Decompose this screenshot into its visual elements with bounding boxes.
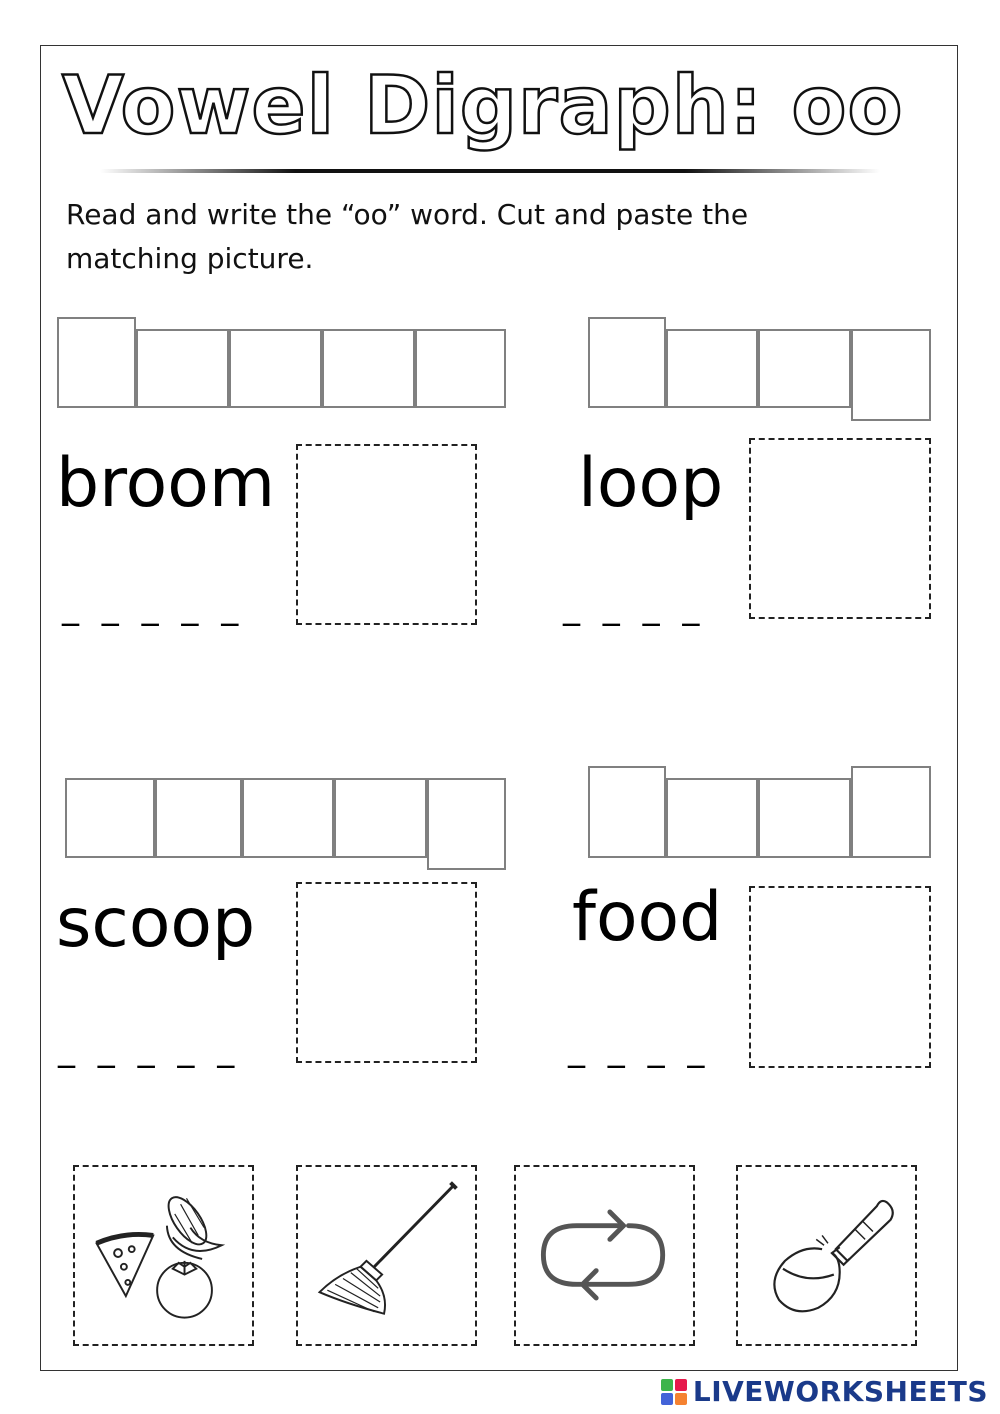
brand-text: LIVEWORKSHEETS	[692, 1375, 988, 1408]
word-loop: loop	[578, 444, 724, 523]
liveworksheets-logo-icon	[661, 1379, 687, 1405]
letter-box[interactable]	[666, 778, 758, 858]
letter-box[interactable]	[427, 778, 506, 870]
word-food: food	[572, 878, 723, 957]
letter-box[interactable]	[666, 329, 758, 408]
letter-box[interactable]	[155, 778, 242, 858]
picture-card-food[interactable]	[73, 1165, 254, 1346]
paste-box-broom[interactable]	[296, 444, 477, 625]
word-broom: broom	[56, 444, 276, 523]
write-blanks-food[interactable]: _ _ _ _	[568, 1029, 711, 1069]
letter-box[interactable]	[136, 329, 229, 408]
worksheet-title: Vowel Digraph: oo	[62, 59, 904, 152]
letter-box[interactable]	[415, 329, 506, 408]
write-blanks-scoop[interactable]: _ _ _ _ _	[58, 1029, 241, 1069]
loop-icon	[516, 1167, 693, 1344]
letter-box[interactable]	[851, 329, 931, 421]
picture-card-broom[interactable]	[296, 1165, 477, 1346]
letter-box[interactable]	[322, 329, 415, 408]
write-blanks-loop[interactable]: _ _ _ _	[563, 587, 706, 627]
food-icon	[75, 1167, 252, 1344]
letter-box[interactable]	[334, 778, 427, 858]
paste-box-food[interactable]	[749, 886, 931, 1068]
liveworksheets-brand	[661, 1375, 988, 1408]
paste-box-loop[interactable]	[749, 438, 931, 619]
word-scoop: scoop	[56, 884, 256, 963]
write-blanks-broom[interactable]: _ _ _ _ _	[62, 587, 245, 627]
letter-box[interactable]	[65, 778, 155, 858]
title-underline	[100, 169, 880, 173]
picture-card-loop[interactable]	[514, 1165, 695, 1346]
instructions-text: Read and write the “oo” word. Cut and paste the matching picture.	[66, 198, 749, 275]
letter-box[interactable]	[242, 778, 334, 858]
letter-box[interactable]	[57, 317, 136, 408]
letter-box[interactable]	[851, 766, 931, 858]
letter-box[interactable]	[588, 766, 666, 858]
ice-cream-scoop-icon	[738, 1167, 915, 1344]
picture-card-scoop[interactable]	[736, 1165, 917, 1346]
letter-box[interactable]	[588, 317, 666, 408]
paste-box-scoop[interactable]	[296, 882, 477, 1063]
letter-box[interactable]	[758, 329, 851, 408]
broom-icon	[298, 1167, 475, 1344]
letter-box[interactable]	[229, 329, 322, 408]
letter-box[interactable]	[758, 778, 851, 858]
